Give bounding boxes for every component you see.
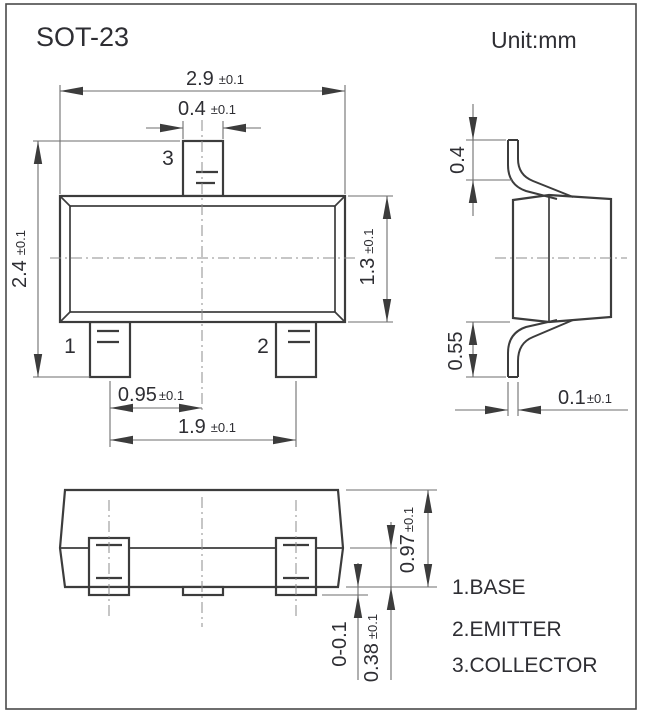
dim-pin-span-label: 1.9 ±0.1 [177,416,237,438]
arrowhead [518,406,541,414]
pin1-label: 1 [64,335,76,358]
arrowhead [387,587,395,610]
unit-label: Unit:mm [491,27,577,53]
arrowhead [34,354,42,377]
pin3-tab [183,141,223,196]
arrowhead [60,87,83,95]
dim-pin-pitch-label: 0.95 ±0.1 [117,384,185,406]
arrowhead [469,117,477,140]
dim-tab-width [146,98,261,139]
dim-lead-thickness [455,382,628,416]
arrowhead [354,595,362,618]
arrowhead [160,124,183,132]
dim-body-width-label: 2.9 ±0.1 [185,68,245,90]
arrowhead [387,525,395,548]
arrowhead [354,564,362,587]
dim-lead-thickness-label: 0.1±0.1 [558,387,613,409]
side-view [445,104,628,416]
pin3-label: 3 [162,147,174,170]
dim-lead-top [447,104,512,216]
dim-body-height-label: 1.3±0.1 [357,228,379,286]
dim-standoff-label: 0-0.1 [329,621,351,667]
legend-item-emitter: 2.EMITTER [452,618,562,641]
arrowhead [424,564,432,587]
arrowhead [485,406,508,414]
pin2-label: 2 [257,335,269,358]
arrowhead [34,141,42,164]
arrowhead [179,404,202,412]
front-view [60,490,437,682]
arrowhead [469,322,477,345]
dim-overall-height-label: 2.4±0.1 [9,229,31,289]
legend [452,576,598,677]
side-top-lead [508,140,573,199]
top-view [9,68,393,447]
arrowhead [469,180,477,203]
front-pin3-foot [183,587,223,595]
arrowhead [110,436,133,444]
dim-body-height [348,196,393,322]
arrowhead [424,490,432,513]
dim-body-thickness-label: 0.97±0.1 [397,506,419,574]
dim-tab-width-label: 0.4 ±0.1 [177,98,237,120]
legend-item-base: 1.BASE [452,576,526,599]
arrowhead [223,124,246,132]
arrowhead [322,87,345,95]
dim-lead-bottom [445,322,510,377]
dim-foot-height-label: 0.38±0.1 [361,613,383,683]
page-title: SOT-23 [36,22,130,52]
dim-lead-bottom-label: 0.55 [445,331,467,371]
arrowhead [383,299,391,322]
side-bottom-lead [508,320,573,377]
arrowhead [469,354,477,377]
arrowhead [273,436,296,444]
arrowhead [383,196,391,219]
dim-lead-top-label: 0.4 [447,146,469,174]
legend-item-collector: 3.COLLECTOR [452,654,598,677]
